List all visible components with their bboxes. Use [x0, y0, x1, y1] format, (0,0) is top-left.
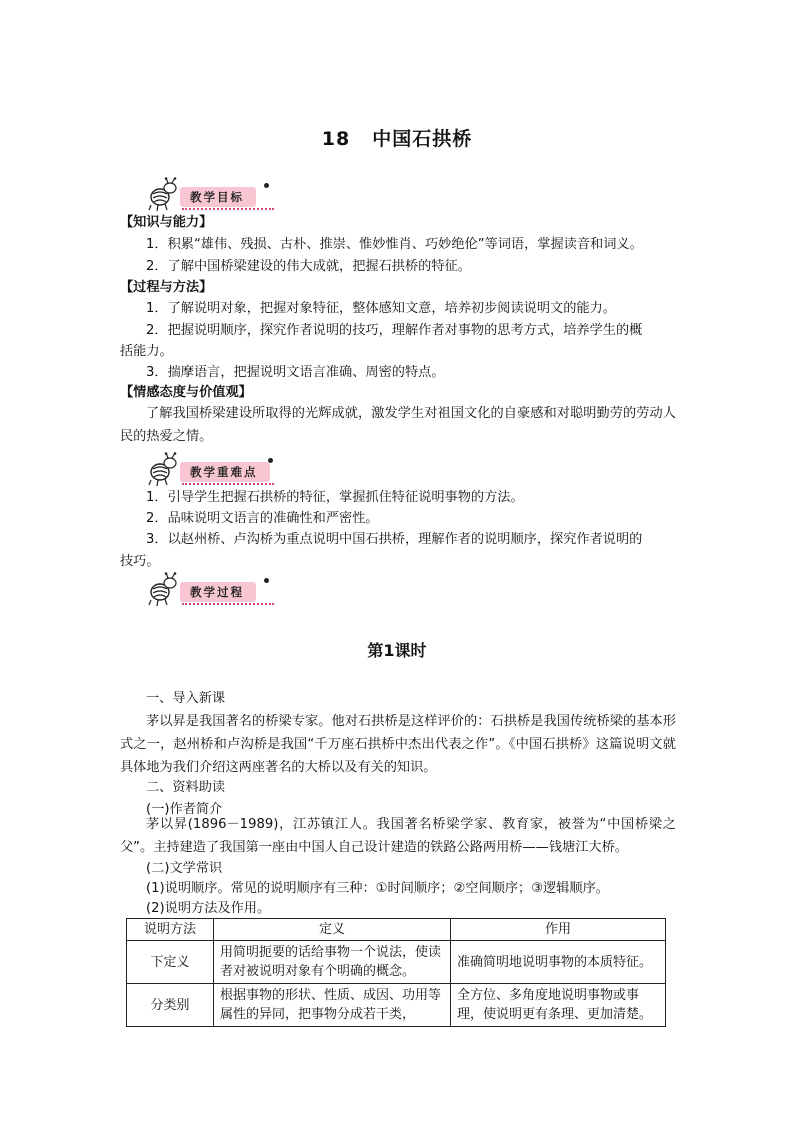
knowledge-item-1: 1．积累“雄伟、残损、古朴、推崇、惟妙惟肖、巧妙绝伦”等词语，掌握读音和词义。	[146, 237, 643, 252]
process-item-3: 3．揣摩语言，把握说明文语言准确、周密的特点。	[146, 365, 445, 380]
table-cell-method: 分类别	[127, 984, 214, 1027]
lesson-number: 18	[321, 128, 351, 150]
process-heading: 【过程与方法】	[120, 280, 213, 295]
author-paragraph: 茅以昇(1896－1989)，江苏镇江人。我国著名桥梁学家、教育家，被誉为“中国桥梁之父”。主持建造了我国第一座由中国人自己设计建造的铁路公路两用桥——钱塘江大桥。	[120, 817, 676, 855]
table-row	[127, 941, 666, 984]
badge-underline	[182, 208, 274, 210]
table-header: 作用	[451, 919, 666, 941]
table-header-row	[127, 919, 666, 941]
explanation-order-line: (1)说明顺序。常见的说明顺序有三种：①时间顺序；②空间顺序；③逻辑顺序。	[146, 881, 609, 896]
key-point-3-cont: 技巧。	[120, 554, 160, 569]
methods-table	[126, 918, 666, 1027]
process-item-1: 1．了解说明对象，把握对象特征，整体感知文意，培养初步阅读说明文的能力。	[146, 301, 616, 316]
badge-underline	[182, 603, 274, 605]
table-cell-definition: 用简明扼要的话给事物一个说法，使读者对被说明对象有个明确的概念。	[214, 941, 451, 984]
key-point-3: 3．以赵州桥、卢沟桥为重点说明中国石拱桥，理解作者的说明顺序，探究作者说明的	[146, 532, 643, 547]
key-points-badge-label: 教学重难点	[180, 462, 270, 482]
badge-dot	[268, 458, 273, 463]
literary-subheading: (二)文学常识	[146, 861, 223, 876]
lesson-title: 中国石拱桥	[372, 128, 473, 150]
key-point-2: 2．品味说明文语言的准确性和严密性。	[146, 511, 379, 526]
table-header: 说明方法	[127, 919, 214, 941]
badge-dot	[264, 183, 269, 188]
key-points-badge	[146, 452, 276, 488]
table-cell-effect: 准确简明地说明事物的本质特征。	[451, 941, 666, 984]
process-item-2-cont: 括能力。	[120, 344, 173, 359]
knowledge-heading: 【知识与能力】	[120, 215, 213, 230]
author-subheading: (一)作者简介	[146, 802, 223, 817]
knowledge-item-2: 2．了解中国桥梁建设的伟大成就，把握石拱桥的特征。	[146, 259, 471, 274]
emotion-text: 了解我国桥梁建设所取得的光辉成就，激发学生对祖国文化的自豪感和对聪明勤劳的劳动人民的热爱之情。	[120, 406, 676, 444]
badge-underline	[182, 483, 274, 485]
process-item-2: 2．把握说明顺序，探究作者说明的技巧，理解作者对事物的思考方式，培养学生的概	[146, 323, 643, 338]
process-badge-label: 教学过程	[180, 582, 256, 602]
process-badge	[146, 572, 276, 608]
table-cell-definition: 根据事物的形状、性质、成因、功用等属性的异同，把事物分成若干类，	[214, 984, 451, 1027]
intro-paragraph: 茅以昇是我国著名的桥梁专家。他对石拱桥是这样评价的：石拱桥是我国传统桥梁的基本形式之一，赵州桥和卢沟桥是我国“千万座石拱桥中杰出代表之作”。《中国石拱桥》这篇说明文就具体地为我们介绍这两座著名的大桥以及有关的知识。	[120, 714, 676, 775]
emotion-heading: 【情感态度与价值观】	[120, 385, 252, 400]
table-cell-effect: 全方位、多角度地说明事物或事理，使说明更有条理、更加清楚。	[451, 984, 666, 1027]
page-title	[0, 124, 794, 151]
goals-badge	[146, 177, 276, 213]
key-point-1: 1．引导学生把握石拱桥的特征，掌握抓住特征说明事物的方法。	[146, 490, 524, 505]
table-cell-method: 下定义	[127, 941, 214, 984]
table-row	[127, 984, 666, 1027]
section-1-heading: 一、导入新课	[146, 691, 226, 706]
goals-badge-label: 教学目标	[180, 187, 256, 207]
badge-dot	[264, 578, 269, 583]
explanation-method-line: (2)说明方法及作用。	[146, 901, 271, 916]
table-header: 定义	[214, 919, 451, 941]
lesson-period-title: 第1课时	[367, 641, 427, 660]
section-2-heading: 二、资料助读	[146, 780, 226, 795]
